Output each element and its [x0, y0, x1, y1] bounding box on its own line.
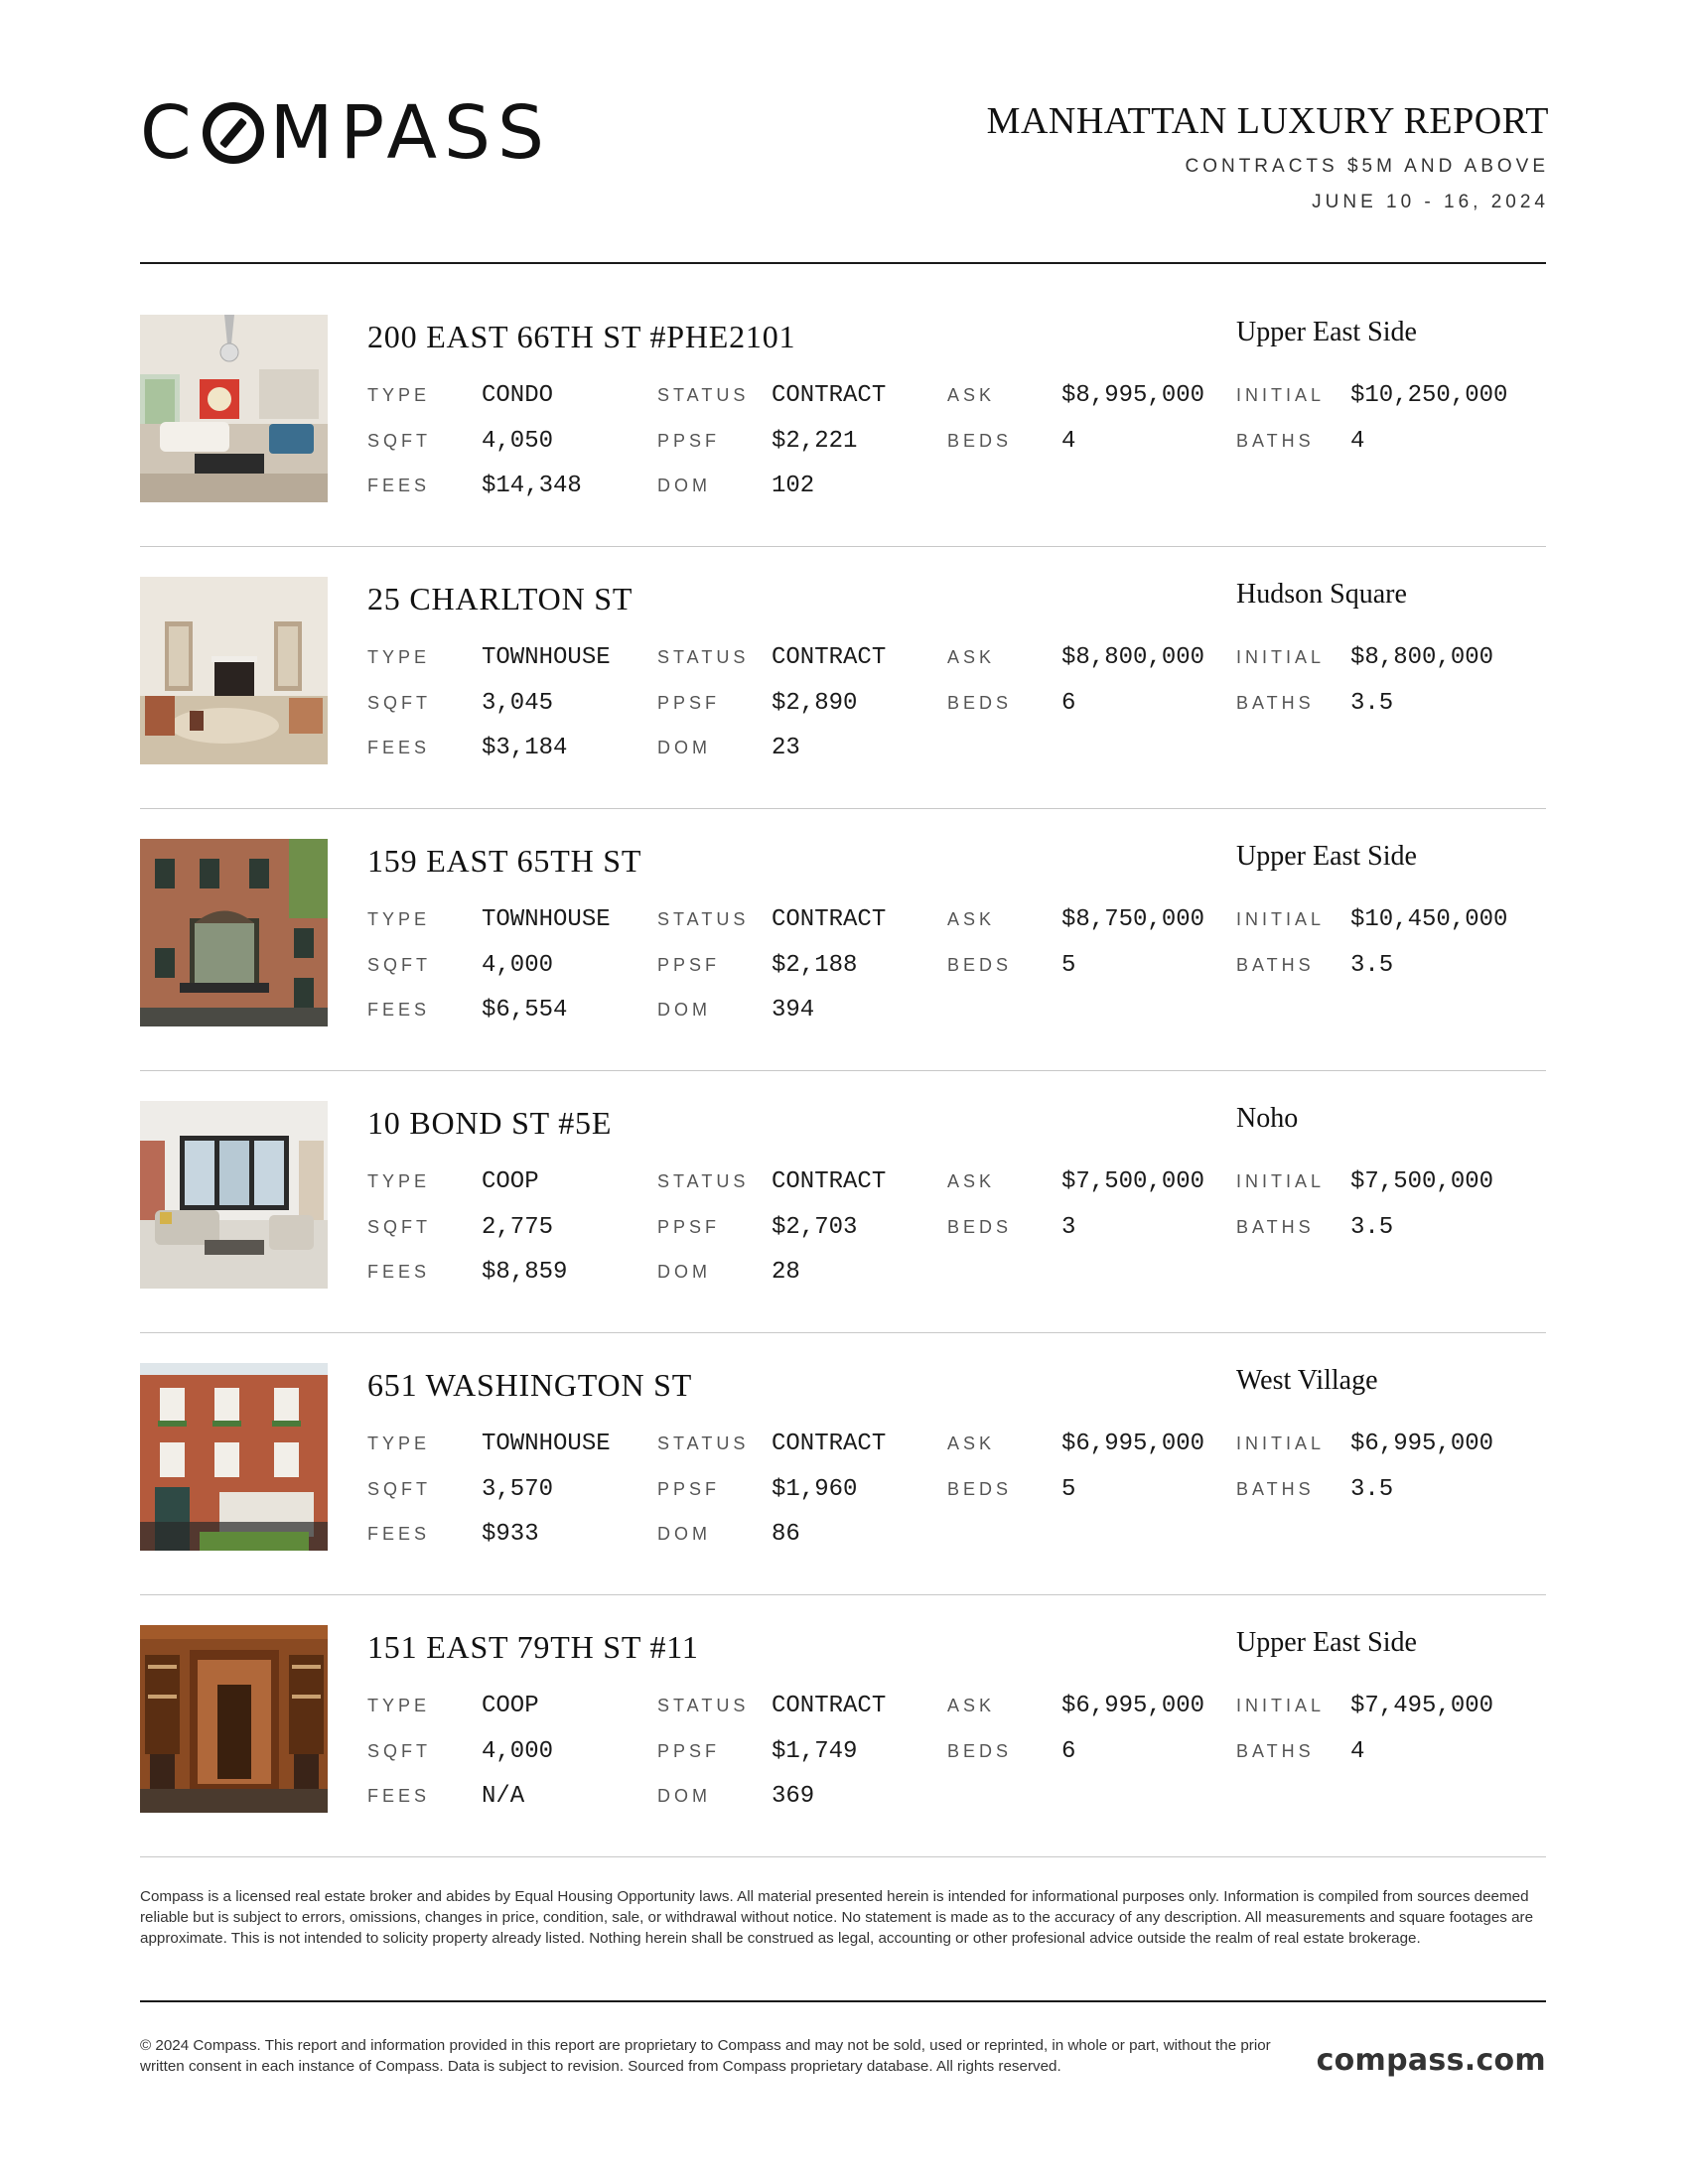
- value-dom: 28: [772, 1259, 800, 1286]
- label-type: TYPE: [367, 1696, 431, 1715]
- listing-address: 651 WASHINGTON ST: [367, 1367, 693, 1403]
- label-initial: INITIAL: [1236, 1696, 1326, 1715]
- value-initial: $7,495,000: [1350, 1693, 1494, 1719]
- value-initial: $6,995,000: [1350, 1431, 1494, 1457]
- label-baths: BATHS: [1236, 1217, 1315, 1237]
- townhouse-facade-photo: [140, 839, 328, 1026]
- value-ask: $8,750,000: [1061, 906, 1205, 933]
- value-type: COOP: [482, 1168, 539, 1195]
- label-beds: BEDS: [947, 1741, 1013, 1761]
- value-baths: 3.5: [1350, 1214, 1394, 1241]
- value-sqft: 4,050: [482, 428, 554, 455]
- label-initial: INITIAL: [1236, 385, 1326, 405]
- listing-divider: [140, 1332, 1546, 1333]
- listing-neighborhood: Hudson Square: [1236, 579, 1407, 610]
- value-status: CONTRACT: [772, 1693, 887, 1719]
- value-ask: $6,995,000: [1061, 1693, 1205, 1719]
- value-fees: $8,859: [482, 1259, 568, 1286]
- logo-letter-c: C: [140, 90, 199, 176]
- listing-neighborhood: Noho: [1236, 1103, 1299, 1134]
- value-beds: 3: [1061, 1214, 1076, 1241]
- value-status: CONTRACT: [772, 906, 887, 933]
- label-ask: ASK: [947, 1433, 996, 1453]
- value-baths: 3.5: [1350, 952, 1394, 979]
- listing-address: 151 EAST 79TH ST #11: [367, 1629, 699, 1665]
- value-initial: $10,250,000: [1350, 382, 1508, 409]
- label-fees: FEES: [367, 1786, 431, 1806]
- value-ppsf: $1,960: [772, 1476, 858, 1503]
- wood-library-photo: [140, 1625, 328, 1813]
- label-status: STATUS: [657, 1171, 750, 1191]
- value-dom: 394: [772, 997, 815, 1024]
- listing-neighborhood: Upper East Side: [1236, 841, 1417, 872]
- disclaimer-text: Compass is a licensed real estate broker and abides by Equal Housing Opportunity laws. All material presented herein is intended for informational purposes only. Information is compiled from sources deemed reliable but is subject to errors, omissions, changes in price, condition, sale, or withdrawal without notice. No statement is made as to the accuracy of any description. All measurements and square footages are approximate. This is not intended to solicity property already listed. Nothing herein shall be construed as legal, accounting or other profesional advice outside the realm of real estate brokerage.: [140, 1888, 1534, 1947]
- value-ppsf: $2,188: [772, 952, 858, 979]
- report-header: [987, 99, 1549, 214]
- value-sqft: 4,000: [482, 1738, 554, 1765]
- value-baths: 3.5: [1350, 690, 1394, 717]
- label-ask: ASK: [947, 1696, 996, 1715]
- label-ppsf: PPSF: [657, 955, 721, 975]
- footer-divider: [140, 2000, 1546, 2002]
- value-ask: $6,995,000: [1061, 1431, 1205, 1457]
- value-ask: $8,995,000: [1061, 382, 1205, 409]
- label-fees: FEES: [367, 738, 431, 757]
- label-type: TYPE: [367, 1433, 431, 1453]
- label-ppsf: PPSF: [657, 431, 721, 451]
- value-type: TOWNHOUSE: [482, 644, 611, 671]
- value-ask: $8,800,000: [1061, 644, 1205, 671]
- listing-address: 25 CHARLTON ST: [367, 581, 633, 616]
- label-status: STATUS: [657, 1696, 750, 1715]
- label-dom: DOM: [657, 1524, 711, 1544]
- value-beds: 5: [1061, 1476, 1076, 1503]
- listing-divider: [140, 808, 1546, 809]
- label-ask: ASK: [947, 909, 996, 929]
- value-type: TOWNHOUSE: [482, 906, 611, 933]
- label-baths: BATHS: [1236, 431, 1315, 451]
- label-type: TYPE: [367, 647, 431, 667]
- value-ppsf: $2,703: [772, 1214, 858, 1241]
- listing-address: 10 BOND ST #5E: [367, 1105, 613, 1141]
- label-baths: BATHS: [1236, 1479, 1315, 1499]
- label-fees: FEES: [367, 1000, 431, 1020]
- label-type: TYPE: [367, 909, 431, 929]
- value-baths: 3.5: [1350, 1476, 1394, 1503]
- label-initial: INITIAL: [1236, 647, 1326, 667]
- value-baths: 4: [1350, 1738, 1365, 1765]
- listing-address: 159 EAST 65TH ST: [367, 843, 642, 879]
- parlor-room-photo: [140, 577, 328, 764]
- label-dom: DOM: [657, 738, 711, 757]
- value-initial: $8,800,000: [1350, 644, 1494, 671]
- listing-neighborhood: Upper East Side: [1236, 1627, 1417, 1658]
- compass-logo: [140, 90, 567, 176]
- label-ask: ASK: [947, 647, 996, 667]
- report-date-range: JUNE 10 - 16, 2024: [1312, 192, 1549, 212]
- value-sqft: 3,570: [482, 1476, 554, 1503]
- value-initial: $10,450,000: [1350, 906, 1508, 933]
- value-ppsf: $2,221: [772, 428, 858, 455]
- value-sqft: 3,045: [482, 690, 554, 717]
- value-fees: $3,184: [482, 735, 568, 761]
- value-dom: 369: [772, 1783, 815, 1810]
- website-link[interactable]: compass.com: [1316, 2043, 1546, 2078]
- label-status: STATUS: [657, 647, 750, 667]
- compass-o-icon: [203, 102, 264, 164]
- label-ppsf: PPSF: [657, 693, 721, 713]
- label-dom: DOM: [657, 476, 711, 495]
- value-ppsf: $1,749: [772, 1738, 858, 1765]
- label-fees: FEES: [367, 1524, 431, 1544]
- listing-item: [140, 315, 1546, 577]
- label-baths: BATHS: [1236, 955, 1315, 975]
- label-sqft: SQFT: [367, 693, 431, 713]
- label-ppsf: PPSF: [657, 1479, 721, 1499]
- label-dom: DOM: [657, 1786, 711, 1806]
- label-beds: BEDS: [947, 431, 1013, 451]
- label-beds: BEDS: [947, 693, 1013, 713]
- value-sqft: 2,775: [482, 1214, 554, 1241]
- value-type: CONDO: [482, 382, 554, 409]
- label-type: TYPE: [367, 1171, 431, 1191]
- label-initial: INITIAL: [1236, 1433, 1326, 1453]
- listing-item: [140, 839, 1546, 1101]
- report-title: MANHATTAN LUXURY REPORT: [986, 100, 1549, 142]
- listing-divider: [140, 1856, 1546, 1857]
- value-status: CONTRACT: [772, 382, 887, 409]
- value-type: TOWNHOUSE: [482, 1431, 611, 1457]
- label-ask: ASK: [947, 385, 996, 405]
- label-fees: FEES: [367, 476, 431, 495]
- value-ask: $7,500,000: [1061, 1168, 1205, 1195]
- value-beds: 6: [1061, 1738, 1076, 1765]
- value-dom: 23: [772, 735, 800, 761]
- label-sqft: SQFT: [367, 431, 431, 451]
- value-fees: $14,348: [482, 473, 582, 499]
- label-ppsf: PPSF: [657, 1741, 721, 1761]
- listings-list: [140, 315, 1546, 1887]
- label-sqft: SQFT: [367, 1479, 431, 1499]
- label-baths: BATHS: [1236, 693, 1315, 713]
- label-status: STATUS: [657, 385, 750, 405]
- listing-divider: [140, 546, 1546, 547]
- label-sqft: SQFT: [367, 955, 431, 975]
- value-beds: 5: [1061, 952, 1076, 979]
- value-dom: 102: [772, 473, 815, 499]
- value-baths: 4: [1350, 428, 1365, 455]
- listing-item: [140, 1625, 1546, 1887]
- loft-living-room-photo: [140, 1101, 328, 1289]
- label-dom: DOM: [657, 1262, 711, 1282]
- value-status: CONTRACT: [772, 1431, 887, 1457]
- value-sqft: 4,000: [482, 952, 554, 979]
- value-fees: $933: [482, 1521, 539, 1548]
- value-type: COOP: [482, 1693, 539, 1719]
- label-initial: INITIAL: [1236, 909, 1326, 929]
- label-beds: BEDS: [947, 1217, 1013, 1237]
- label-sqft: SQFT: [367, 1741, 431, 1761]
- listing-divider: [140, 1594, 1546, 1595]
- listing-item: [140, 1101, 1546, 1363]
- listing-address: 200 EAST 66TH ST #PHE2101: [367, 319, 796, 354]
- value-beds: 4: [1061, 428, 1076, 455]
- label-sqft: SQFT: [367, 1217, 431, 1237]
- label-status: STATUS: [657, 1433, 750, 1453]
- label-baths: BATHS: [1236, 1741, 1315, 1761]
- label-fees: FEES: [367, 1262, 431, 1282]
- value-fees: N/A: [482, 1783, 525, 1810]
- logo-letters-mpass: MPASS: [269, 90, 551, 176]
- logo-wordmark: [140, 90, 567, 176]
- label-dom: DOM: [657, 1000, 711, 1020]
- brick-townhouse-photo: [140, 1363, 328, 1551]
- copyright-text: © 2024 Compass. This report and information provided in this report are proprietary to Compass and may not be sold, used or reprinted, in whole or part, without the prior written consent in each instance of Compass. Data is subject to revision. Sourced from Compass proprietary database. All rights reserved.: [140, 2037, 1271, 2075]
- label-type: TYPE: [367, 385, 431, 405]
- value-ppsf: $2,890: [772, 690, 858, 717]
- value-status: CONTRACT: [772, 644, 887, 671]
- label-status: STATUS: [657, 909, 750, 929]
- value-fees: $6,554: [482, 997, 568, 1024]
- listing-neighborhood: Upper East Side: [1236, 317, 1417, 347]
- listing-neighborhood: West Village: [1236, 1365, 1378, 1396]
- value-dom: 86: [772, 1521, 800, 1548]
- value-beds: 6: [1061, 690, 1076, 717]
- value-initial: $7,500,000: [1350, 1168, 1494, 1195]
- value-status: CONTRACT: [772, 1168, 887, 1195]
- listing-item: [140, 1363, 1546, 1625]
- label-initial: INITIAL: [1236, 1171, 1326, 1191]
- living-room-photo: [140, 315, 328, 502]
- listing-divider: [140, 1070, 1546, 1071]
- label-beds: BEDS: [947, 955, 1013, 975]
- label-beds: BEDS: [947, 1479, 1013, 1499]
- header-divider: [140, 262, 1546, 264]
- listing-item: [140, 577, 1546, 839]
- report-subtitle: CONTRACTS $5M AND ABOVE: [1185, 156, 1549, 177]
- label-ask: ASK: [947, 1171, 996, 1191]
- label-ppsf: PPSF: [657, 1217, 721, 1237]
